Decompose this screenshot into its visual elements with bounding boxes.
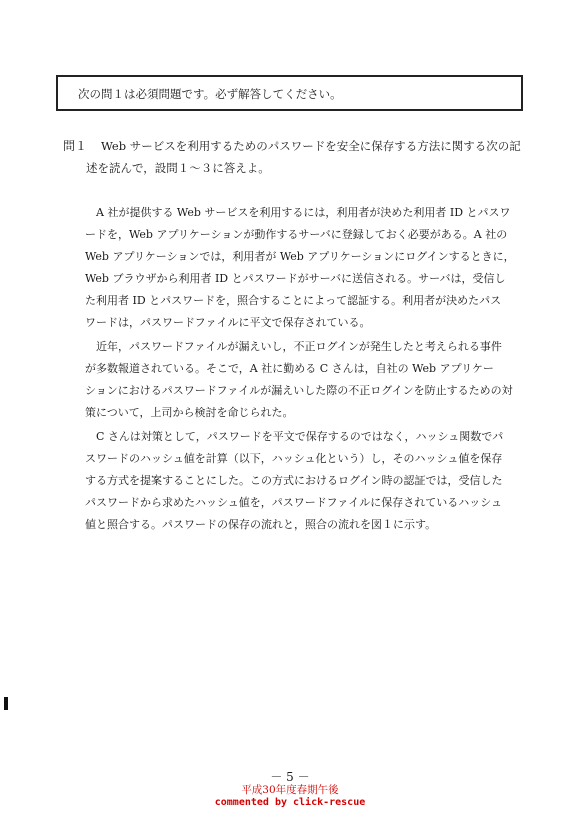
page-number: － 5 － bbox=[270, 770, 310, 784]
exam-label: 平成30年度春期午後 bbox=[241, 784, 339, 796]
paragraph-line: が多数報道されている。そこで，A 社に勤める C さんは，自社の Web アプリケー bbox=[85, 362, 494, 375]
paragraph-line: 策について，上司から検討を命じられた。 bbox=[85, 406, 294, 419]
paragraph-line: Web アプリケーションでは，利用者が Web アプリケーションにログインするときに， bbox=[85, 250, 515, 263]
question-line: 述を読んで，設問１～３に答えよ。 bbox=[86, 161, 270, 175]
paragraph-line: 値と照合する。パスワードの保存の流れと，照合の流れを図１に示す。 bbox=[85, 518, 437, 531]
paragraph-line: ードを，Web アプリケーションが動作するサーバに登録しておく必要がある。A 社の bbox=[85, 228, 508, 241]
paragraph-line: 近年，パスワードファイルが漏えいし，不正ログインが発生したと考えられる事件 bbox=[96, 340, 502, 353]
paragraph-line: する方式を提案することにした。この方式におけるログイン時の認証では，受信した bbox=[85, 474, 503, 487]
scan-edge-mark bbox=[4, 697, 8, 710]
question-label: 問１ bbox=[63, 139, 88, 153]
paragraph-line: A 社が提供する Web サービスを利用するには，利用者が決めた利用者 ID とパスワ bbox=[96, 206, 511, 219]
mandatory-notice-box bbox=[56, 75, 523, 111]
paragraph-line: スワードのハッシュ値を計算（以下，ハッシュ化という）し，そのハッシュ値を保存 bbox=[85, 452, 503, 465]
paragraph-line: ションにおけるパスワードファイルが漏えいした際の不正ログインを防止するための対 bbox=[85, 384, 513, 397]
credit-note: commented by click-rescue bbox=[214, 797, 366, 808]
paragraph-line: C さんは対策として，パスワードを平文で保存するのではなく，ハッシュ関数でパ bbox=[96, 430, 504, 443]
mandatory-notice-text: 次の問１は必須問題です。必ず解答してください。 bbox=[78, 87, 342, 101]
paragraph-line: た利用者 ID とパスワードを，照合することによって認証する。利用者が決めたパス bbox=[85, 294, 502, 307]
paragraph-line: Web ブラウザから利用者 ID とパスワードがサーバに送信される。サーバは，受信し bbox=[85, 272, 506, 285]
paragraph-line: ワードは，パスワードファイルに平文で保存されている。 bbox=[85, 316, 371, 329]
paragraph-line: パスワードから求めたハッシュ値を，パスワードファイルに保存されているハッシュ bbox=[85, 496, 503, 509]
question-line: Web サービスを利用するためのパスワードを安全に保存する方法に関する次の記 bbox=[101, 139, 521, 153]
